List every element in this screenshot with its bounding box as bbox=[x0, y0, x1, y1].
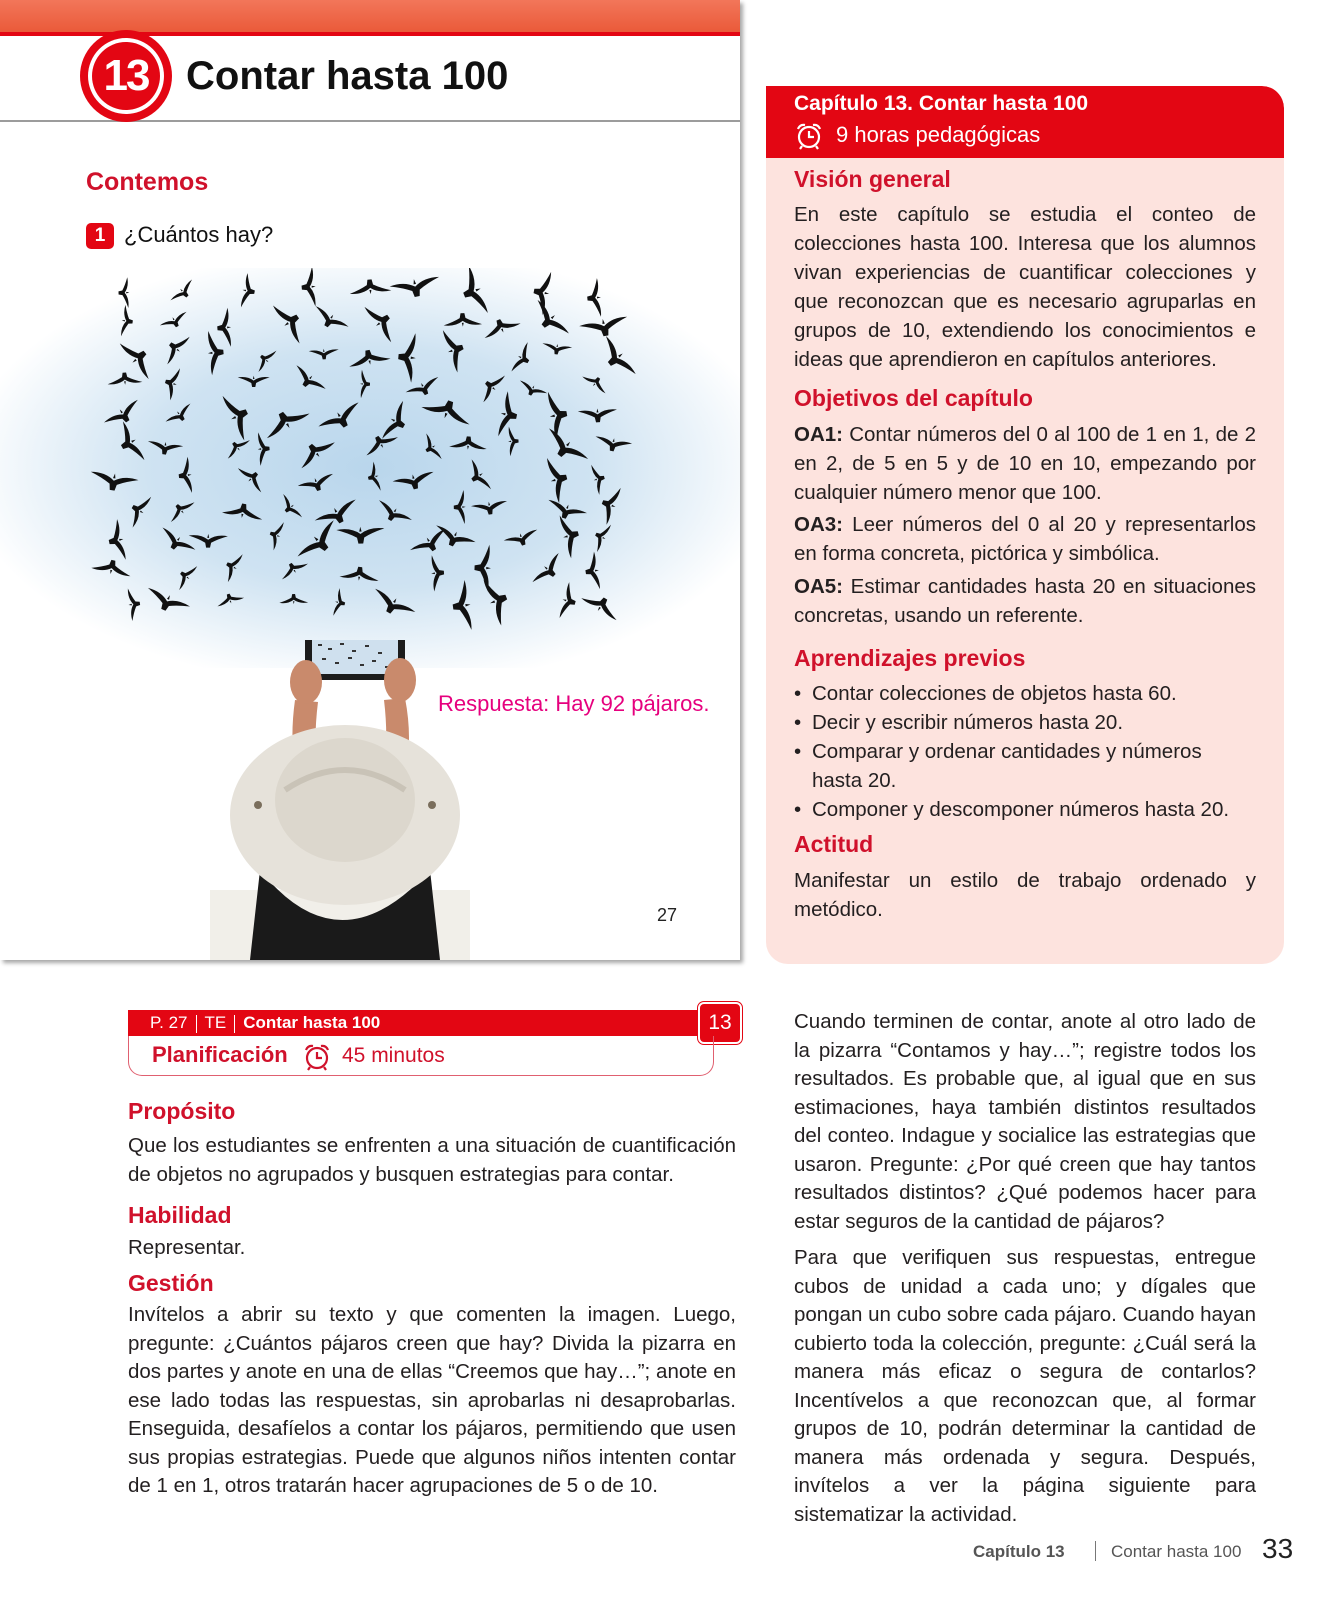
bird-silhouette-icon bbox=[593, 435, 632, 455]
bird-silhouette-icon bbox=[260, 401, 311, 441]
planning-title: Contar hasta 100 bbox=[243, 1013, 381, 1032]
bird-silhouette-icon bbox=[558, 582, 580, 621]
bird-silhouette-icon bbox=[363, 299, 402, 344]
bird-silhouette-icon bbox=[527, 298, 570, 343]
bird-silhouette-icon bbox=[590, 462, 609, 495]
bird-silhouette-icon bbox=[297, 472, 336, 496]
planning-time: 45 minutos bbox=[342, 1044, 445, 1067]
bird-silhouette-icon bbox=[118, 277, 130, 308]
bird-silhouette-icon bbox=[336, 526, 385, 544]
bird-silhouette-icon bbox=[238, 376, 270, 387]
planning-chapter-number: 13 bbox=[698, 1002, 742, 1044]
question-text: ¿Cuántos hay? bbox=[124, 222, 274, 247]
info-box-header bbox=[766, 86, 1284, 158]
bird-silhouette-icon bbox=[507, 426, 519, 456]
bird-silhouette-icon bbox=[165, 402, 196, 429]
bird-silhouette-icon bbox=[419, 433, 443, 464]
bird-silhouette-icon bbox=[579, 314, 630, 340]
planning-label: Planificación bbox=[152, 1042, 288, 1067]
bird-silhouette-icon bbox=[309, 348, 340, 360]
bird-silhouette-icon bbox=[496, 391, 521, 439]
purpose-text: Que los estudiantes se enfrenten a una situación de cuantificación de objetos no agrupados y busquen estrategias para contar. bbox=[128, 1134, 736, 1186]
objective-item bbox=[794, 510, 1256, 568]
bird-silhouette-icon bbox=[480, 313, 521, 340]
bird-silhouette-icon bbox=[365, 461, 382, 493]
bird-silhouette-icon bbox=[237, 461, 269, 493]
bird-silhouette-icon bbox=[265, 519, 285, 551]
attitude-text: Manifestar un estilo de trabajo ordenado y metódico. bbox=[794, 869, 1256, 921]
bird-silhouette-icon bbox=[126, 587, 142, 621]
bird-silhouette-icon bbox=[123, 491, 152, 528]
bird-silhouette-icon bbox=[271, 297, 311, 344]
bird-silhouette-icon bbox=[159, 330, 191, 366]
bird-silhouette-icon bbox=[540, 426, 590, 470]
bird-silhouette-icon bbox=[206, 330, 225, 376]
bird-silhouette-icon bbox=[430, 554, 445, 591]
page-reference: P. 27 bbox=[150, 1013, 188, 1032]
bird-silhouette-icon bbox=[300, 268, 317, 308]
bird-silhouette-icon bbox=[142, 586, 191, 619]
bird-silhouette-icon bbox=[455, 268, 491, 319]
alarm-clock-icon bbox=[302, 1042, 332, 1072]
bird-silhouette-icon bbox=[161, 365, 182, 401]
bird-silhouette-icon bbox=[360, 370, 371, 399]
bird-silhouette-icon bbox=[471, 499, 509, 517]
bird-silhouette-icon bbox=[589, 520, 613, 552]
bird-silhouette-icon bbox=[91, 556, 133, 578]
bird-silhouette-icon bbox=[450, 580, 474, 632]
bird-silhouette-icon bbox=[389, 274, 442, 301]
bird-silhouette-icon bbox=[578, 408, 618, 424]
bird-silhouette-icon bbox=[361, 428, 399, 457]
bird-silhouette-icon bbox=[252, 345, 278, 373]
objective-text: Estimar cantidades hasta 20 en situaciones concretas, usando un referente. bbox=[794, 575, 1256, 627]
bird-silhouette-icon bbox=[165, 495, 196, 523]
bird-silhouette-icon bbox=[289, 364, 327, 398]
planning-header bbox=[128, 1010, 732, 1078]
bird-silhouette-icon bbox=[107, 371, 143, 386]
prior-heading: Aprendizajes previos bbox=[794, 645, 1026, 671]
alarm-clock-icon bbox=[794, 121, 824, 151]
objective-text: Leer números del 0 al 20 y representarlos en forma concreta, pictórica y simbólica. bbox=[794, 513, 1256, 565]
bird-silhouette-icon bbox=[188, 534, 227, 548]
footer-chapter: Capítulo 13 bbox=[973, 1542, 1065, 1561]
objective-code: OA5: bbox=[794, 575, 843, 598]
vision-heading: Visión general bbox=[794, 166, 951, 192]
bird-silhouette-icon bbox=[317, 400, 366, 438]
objective-item bbox=[794, 420, 1256, 507]
bird-silhouette-icon bbox=[443, 313, 482, 328]
bird-silhouette-icon bbox=[294, 432, 337, 470]
vision-text: En este capítulo se estudia el conteo de colecciones hasta 100. Interesa que los alumnos vivan experiencias de cuantificar colecciones y que reconozcan que es necesario agruparlas en grupos de 10, extendiendo los conocimientos e ideas que aprendieron en capítulos anteriores. bbox=[794, 203, 1256, 371]
planning-top-bar bbox=[128, 1010, 706, 1036]
bird-silhouette-icon bbox=[585, 278, 603, 318]
birds-illustration bbox=[0, 268, 740, 648]
bird-silhouette-icon bbox=[392, 470, 436, 494]
bird-silhouette-icon bbox=[159, 310, 190, 333]
bird-silhouette-icon bbox=[546, 389, 572, 440]
skill-heading: Habilidad bbox=[128, 1202, 232, 1228]
bird-silhouette-icon bbox=[349, 278, 392, 296]
bird-silhouette-icon bbox=[510, 341, 537, 376]
bird-silhouette-icon bbox=[541, 342, 572, 357]
bird-silhouette-icon bbox=[441, 326, 470, 373]
list-item: • Decir y escribir números hasta 20. bbox=[794, 708, 1256, 737]
attitude-heading: Actitud bbox=[794, 831, 874, 857]
te-label: TE bbox=[204, 1013, 227, 1032]
footer-separator bbox=[1095, 1541, 1096, 1561]
bird-silhouette-icon bbox=[88, 469, 139, 494]
management-heading: Gestión bbox=[128, 1270, 214, 1296]
list-item: • Contar colecciones de objetos hasta 60. bbox=[794, 679, 1256, 708]
bird-silhouette-icon bbox=[453, 490, 466, 524]
student-page-number: 27 bbox=[657, 905, 678, 925]
bird-silhouette-icon bbox=[396, 332, 418, 383]
bird-silhouette-icon bbox=[239, 273, 258, 309]
bird-silhouette-icon bbox=[103, 398, 145, 433]
bird-silhouette-icon bbox=[314, 498, 362, 533]
bird-silhouette-icon bbox=[347, 346, 391, 368]
bird-silhouette-icon bbox=[339, 565, 379, 583]
bird-silhouette-icon bbox=[368, 587, 416, 624]
bird-silhouette-icon bbox=[215, 590, 245, 608]
bird-silhouette-icon bbox=[431, 523, 476, 554]
top-color-bar bbox=[0, 0, 740, 32]
footer-page-number: 33 bbox=[1262, 1533, 1294, 1564]
objectives-heading: Objetivos del capítulo bbox=[794, 385, 1033, 411]
bird-silhouette-icon bbox=[594, 334, 637, 383]
list-item: • Comparar y ordenar cantidades y números hasta 20. bbox=[794, 737, 1256, 795]
bird-silhouette-icon bbox=[279, 594, 308, 605]
bird-silhouette-icon bbox=[177, 457, 194, 495]
question-number: 1 bbox=[86, 223, 114, 249]
bird-silhouette-icon bbox=[310, 304, 350, 336]
objective-code: OA1: bbox=[794, 423, 843, 446]
bird-silhouette-icon bbox=[222, 500, 265, 521]
bird-silhouette-icon bbox=[463, 458, 493, 495]
bird-silhouette-icon bbox=[277, 556, 309, 581]
info-hours: 9 horas pedagógicas bbox=[836, 122, 1041, 147]
bird-silhouette-icon bbox=[449, 435, 487, 451]
bird-silhouette-icon bbox=[474, 544, 492, 591]
bird-silhouette-icon bbox=[216, 308, 233, 348]
chapter-badge bbox=[80, 30, 172, 122]
info-chapter-title: Capítulo 13. Contar hasta 100 bbox=[794, 92, 1089, 115]
purpose-heading: Propósito bbox=[128, 1098, 236, 1124]
answer-text: Respuesta: Hay 92 pájaros. bbox=[438, 691, 710, 716]
bird-silhouette-icon bbox=[516, 379, 548, 401]
bird-silhouette-icon bbox=[111, 420, 146, 466]
objective-item bbox=[794, 572, 1256, 630]
bird-silhouette-icon bbox=[583, 551, 602, 591]
bird-silhouette-icon bbox=[373, 499, 413, 530]
bird-silhouette-icon bbox=[531, 552, 567, 590]
person-with-phone-illustration bbox=[200, 640, 490, 960]
bird-silhouette-icon bbox=[146, 440, 183, 457]
bird-silhouette-icon bbox=[220, 389, 257, 441]
list-item: • Componer y descomponer números hasta 20. bbox=[794, 795, 1256, 824]
bird-silhouette-icon bbox=[544, 498, 587, 525]
bird-silhouette-icon bbox=[276, 493, 303, 523]
section-heading: Contemos bbox=[86, 168, 209, 196]
objective-code: OA3: bbox=[794, 513, 843, 536]
management-text: Invítelos a abrir su texto y que comenten la imagen. Luego, pregunte: ¿Cuántos pájaros creen que hay? Divida la pizarra en dos partes y anote en una de ellas “Creemos que hay…”; anote en ese lado todas las respuestas, sin aprobarlas ni desaprobarlas. Enseguida, desafíelos a contar los pájaros, permitiendo que usen sus propias estrategias. Puede que algunos niños intenten contar de 1 en 1, otros tratarán hacer agrupaciones de 5 o de 10. bbox=[128, 1303, 736, 1497]
bird-silhouette-icon bbox=[380, 400, 414, 445]
bird-silhouette-icon bbox=[169, 278, 198, 306]
bird-silhouette-icon bbox=[475, 369, 506, 403]
right-paragraph-2: Para que verifiquen sus respuestas, entregue cubos de unidad a cada uno; y dígales que pongan un cubo sobre cada pájaro. Cuando hayan cubierto toda la colección, pregunte: ¿Cuál será la manera más eficaz o segura de contarlos? Incentívelos a que reconozcan que, al formar grupos de 10, podrán determinar la cantidad de manera más ordenada y segura. Después, invítelos a ver la página siguiente para sistematizar la actividad. bbox=[794, 1246, 1256, 1526]
bird-silhouette-icon bbox=[558, 512, 585, 559]
objective-text: Contar números del 0 al 100 de 1 en 1, de 2 en 2, de 5 en 5 y de 10 en 10, empezando por cualquier número menor que 100. bbox=[794, 423, 1256, 504]
prior-list bbox=[794, 679, 1256, 824]
bird-silhouette-icon bbox=[581, 369, 610, 394]
chapter-info-box bbox=[766, 86, 1284, 964]
title-underline bbox=[0, 120, 740, 122]
bird-silhouette-icon bbox=[120, 305, 135, 338]
bird-silhouette-icon bbox=[545, 454, 573, 503]
right-paragraph-1: Cuando terminen de contar, anote al otro lado de la pizarra “Contamos y hay…”; registre todos los resultados. Es probable que, al igual que en sus estimaciones, haya también distintos resultados del conteo. Indague y socialice las estrategias que usaron. Pregunte: ¿Por qué creen que hay tantos resultados distintos? ¿Qué podemos hacer para estar seguros de la cantidad de pájaros? bbox=[794, 1010, 1256, 1233]
chapter-number: 13 bbox=[92, 42, 160, 110]
student-page bbox=[0, 0, 740, 960]
footer-title: Contar hasta 100 bbox=[1111, 1542, 1242, 1561]
bird-silhouette-icon bbox=[503, 528, 540, 551]
bird-silhouette-icon bbox=[156, 526, 197, 560]
skill-text: Representar. bbox=[128, 1236, 246, 1259]
bird-silhouette-icon bbox=[332, 588, 348, 618]
bird-silhouette-icon bbox=[421, 393, 475, 427]
bird-silhouette-icon bbox=[580, 588, 623, 622]
bird-silhouette-icon bbox=[220, 550, 245, 583]
bird-silhouette-icon bbox=[172, 561, 198, 591]
page-title: Contar hasta 100 bbox=[186, 54, 509, 98]
bird-silhouette-icon bbox=[296, 518, 345, 567]
bird-silhouette-icon bbox=[222, 434, 251, 460]
bird-silhouette-icon bbox=[105, 519, 128, 563]
